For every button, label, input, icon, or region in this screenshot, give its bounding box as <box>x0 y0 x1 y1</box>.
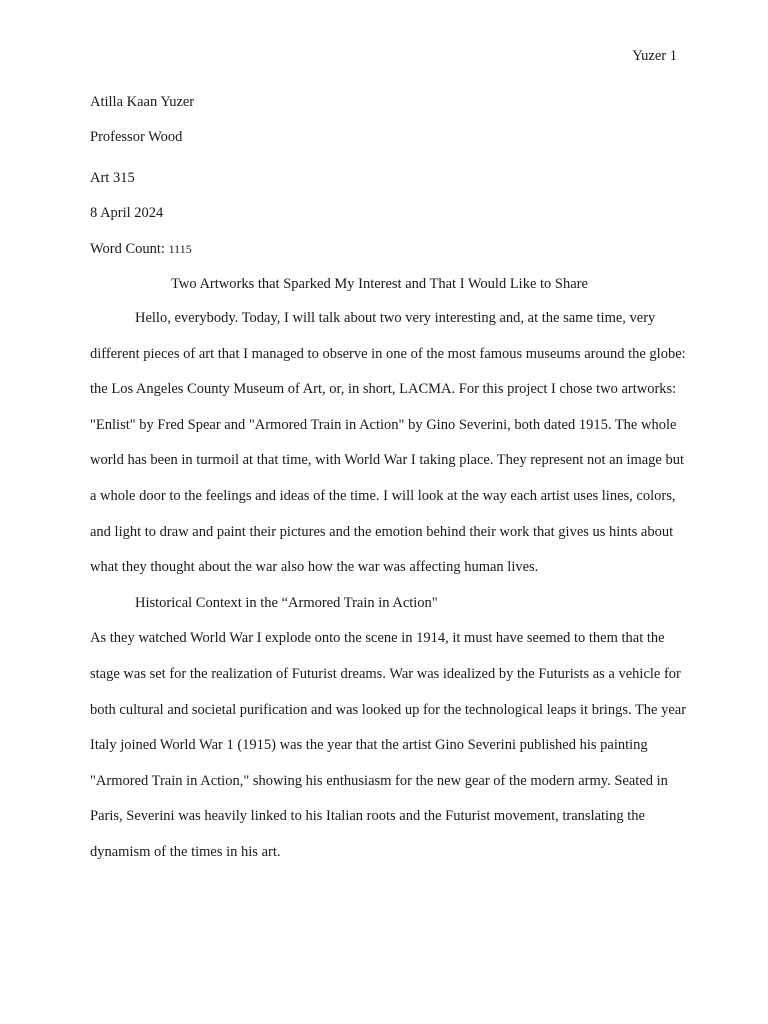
document-body <box>90 93 690 871</box>
professor-name: Professor Wood <box>90 129 183 145</box>
intro-paragraph: Hello, everybody. Today, I will talk about two very interesting and, at the same time, very different pieces of art that I managed to observe in one of the most famous museums around the globe: the Los Angeles County Museum of Art, or, in short, LACMA. For this project I chose two artworks: "Enlist" by Fred Spear and "Armored Train in Action" by Gino Severini, both dated 1915. The whole world has been in turmoil at that time, with World War I taking place. They represent not an image but a whole door to the feelings and ideas of the time. I will look at the way each artist uses lines, colors, and light to draw and paint their pictures and the emotion behind their work that gives us hints about what they thought about the war also how the war was affecting human lives. <box>90 310 686 576</box>
document-title: Two Artworks that Sparked My Interest and That I Would Like to Share <box>171 276 588 292</box>
word-count-value: 1115 <box>168 242 192 256</box>
student-name: Atilla Kaan Yuzer <box>90 94 195 110</box>
running-head: Yuzer 1 <box>632 48 677 64</box>
submission-date: 8 April 2024 <box>90 205 164 221</box>
word-count <box>90 240 690 258</box>
course-name: Art 315 <box>90 170 135 186</box>
word-count-label: Word Count: <box>90 241 169 257</box>
context-paragraph: As they watched World War I explode onto the scene in 1914, it must have seemed to them that the stage was set for the realization of Futurist dreams. War was idealized by the Futurists as a vehicle for both cultural and societal purification and was looked up for the technological leaps it brings. The year Italy joined World War 1 (1915) was the year that the artist Gino Severini published his painting "Armored Train in Action," showing his enthusiasm for the new gear of the modern army. Seated in Paris, Severini was heavily linked to his Italian roots and the Futurist movement, translating the dynamism of the times in his art. <box>90 630 687 860</box>
section-heading: Historical Context in the “Armored Train in Action" <box>135 594 438 611</box>
